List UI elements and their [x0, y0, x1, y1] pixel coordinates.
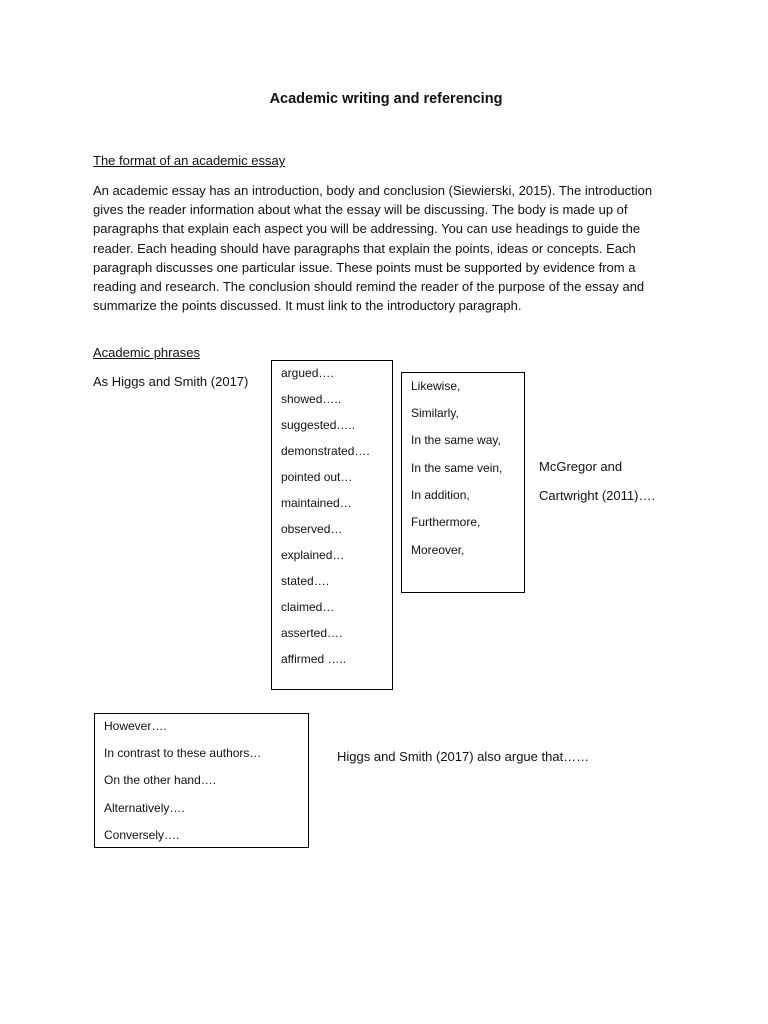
also-argue-text: Higgs and Smith (2017) also argue that…… — [337, 749, 590, 764]
addition-item: In the same vein, — [411, 461, 503, 475]
verb-item: pointed out… — [281, 470, 353, 484]
format-heading: The format of an academic essay — [93, 153, 286, 168]
addition-item: In the same way, — [411, 433, 501, 447]
format-paragraph: An academic essay has an introduction, body and conclusion (Siewierski, 2015). The introduction gives the reader information about what the essay will be discussing. The body is made up of paragraphs that explain each aspect you will be addressing. You can use headings to guide the reader. Each heading should have paragraphs that explain the points, ideas or concepts. Each paragraph discusses one particular issue. These points must be supported by evidence from a reading and research. The conclusion should remind the reader of the purpose of the essay and summarize the points discussed. It must link to the introductory paragraph. — [93, 183, 653, 314]
addition-phrases-box — [401, 372, 525, 593]
phrases-heading: Academic phrases — [93, 345, 200, 360]
contrast-item: Conversely…. — [104, 828, 180, 842]
citation-text-line1: McGregor and — [539, 459, 623, 474]
contrast-phrases-box — [94, 713, 309, 848]
contrast-item: On the other hand…. — [104, 773, 217, 787]
verb-item: demonstrated…. — [281, 444, 370, 458]
addition-item: Similarly, — [411, 406, 459, 420]
verb-item: argued…. — [281, 366, 334, 380]
contrast-item: In contrast to these authors… — [104, 746, 262, 760]
verb-item: stated…. — [281, 574, 330, 588]
verb-item: explained… — [281, 548, 345, 562]
reporting-verbs-box — [271, 360, 393, 690]
verb-item: showed….. — [281, 392, 342, 406]
addition-item: In addition, — [411, 488, 470, 502]
verb-item: observed… — [281, 522, 343, 536]
addition-item: Likewise, — [411, 379, 461, 393]
verb-item: asserted…. — [281, 626, 343, 640]
citation-text-line2: Cartwright (2011)…. — [539, 488, 656, 503]
verb-item: affirmed ….. — [281, 652, 347, 666]
verb-item: claimed… — [281, 600, 335, 614]
lead-in-text: As Higgs and Smith (2017) — [93, 374, 249, 389]
contrast-item: Alternatively…. — [104, 801, 185, 815]
verb-item: suggested….. — [281, 418, 356, 432]
verb-item: maintained… — [281, 496, 352, 510]
addition-item: Moreover, — [411, 543, 465, 557]
addition-item: Furthermore, — [411, 515, 481, 529]
page-title: Academic writing and referencing — [269, 91, 503, 107]
contrast-item: However…. — [104, 719, 167, 733]
